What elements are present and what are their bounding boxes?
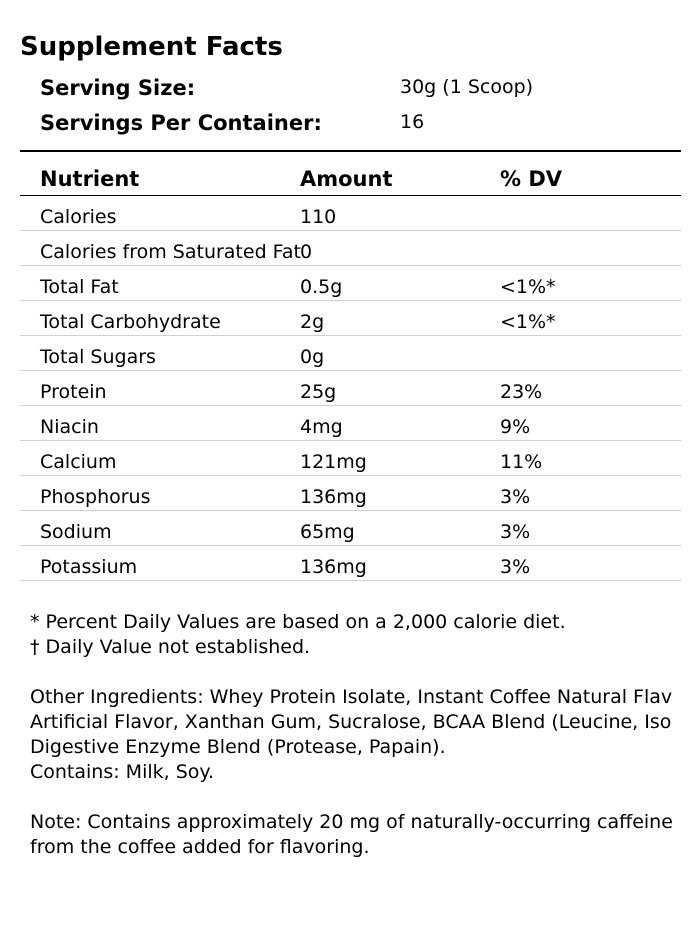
- nutrient-amount: 0: [300, 241, 313, 263]
- note-line: from the coffee added for flavoring.: [30, 836, 370, 858]
- nutrient-amount: 110: [300, 206, 337, 228]
- table-row: [20, 231, 681, 266]
- nutrient-amount: 0g: [300, 346, 325, 368]
- nutrient-amount: 136mg: [300, 556, 367, 578]
- nutrient-name: Calcium: [40, 451, 117, 473]
- nutrient-table: [20, 152, 681, 581]
- table-header: [20, 152, 681, 196]
- ingredients-line: Digestive Enzyme Blend (Protease, Papain).: [30, 736, 446, 758]
- nutrient-dv: 3%: [500, 486, 531, 508]
- contains-allergens: Contains: Milk, Soy.: [30, 761, 214, 783]
- note-line: Note: Contains approximately 20 mg of naturally-occurring caffeine: [30, 811, 673, 833]
- ingredients-line: Other Ingredients: Whey Protein Isolate, Instant Coffee Natural Flav: [30, 686, 673, 708]
- nutrient-dv: 23%: [500, 381, 543, 403]
- nutrient-dv: 3%: [500, 521, 531, 543]
- nutrient-amount: 25g: [300, 381, 337, 403]
- table-row: [20, 406, 681, 441]
- nutrient-name: Calories from Saturated Fat: [40, 241, 301, 263]
- nutrient-name: Niacin: [40, 416, 99, 438]
- nutrient-dv: <1%*: [500, 276, 556, 298]
- nutrient-amount: 4mg: [300, 416, 343, 438]
- header-amount: Amount: [300, 167, 393, 191]
- table-row: [20, 301, 681, 336]
- table-row: [20, 511, 681, 546]
- dagger-footnote: † Daily Value not established.: [30, 636, 311, 658]
- nutrient-amount: 136mg: [300, 486, 367, 508]
- nutrient-amount: 0.5g: [300, 276, 343, 298]
- servings-per-container-label: Servings Per Container:: [40, 111, 322, 135]
- nutrient-name: Calories: [40, 206, 117, 228]
- table-row: [20, 441, 681, 476]
- nutrient-name: Potassium: [40, 556, 138, 578]
- table-row: [20, 196, 681, 231]
- nutrient-name: Phosphorus: [40, 486, 151, 508]
- header-nutrient: Nutrient: [40, 167, 140, 191]
- nutrient-dv: 3%: [500, 556, 531, 578]
- nutrient-dv: <1%*: [500, 311, 556, 333]
- ingredients-line: Artificial Flavor, Xanthan Gum, Sucralose, BCAA Blend (Leucine, Iso: [30, 711, 672, 733]
- nutrient-name: Protein: [40, 381, 107, 403]
- footnotes: [30, 610, 700, 860]
- table-row: [20, 371, 681, 406]
- nutrient-amount: 2g: [300, 311, 325, 333]
- nutrient-name: Total Carbohydrate: [40, 311, 221, 333]
- serving-size-row: [20, 66, 681, 101]
- supplement-facts-panel: [20, 28, 681, 578]
- table-row: [20, 546, 681, 581]
- nutrient-name: Sodium: [40, 521, 112, 543]
- table-row: [20, 336, 681, 371]
- servings-per-container-value: 16: [400, 111, 425, 133]
- nutrient-dv: 9%: [500, 416, 531, 438]
- panel-title: Supplement Facts: [20, 32, 283, 62]
- spacer: [30, 785, 700, 810]
- servings-per-container-row: [20, 101, 681, 136]
- serving-size-value: 30g (1 Scoop): [400, 76, 534, 98]
- header-dv: % DV: [500, 167, 563, 191]
- nutrient-amount: 121mg: [300, 451, 367, 473]
- nutrient-name: Total Sugars: [40, 346, 156, 368]
- nutrient-amount: 65mg: [300, 521, 355, 543]
- nutrient-dv: 11%: [500, 451, 543, 473]
- table-row: [20, 266, 681, 301]
- table-row: [20, 476, 681, 511]
- spacer: [30, 660, 700, 685]
- nutrient-name: Total Fat: [40, 276, 119, 298]
- serving-size-label: Serving Size:: [40, 76, 196, 100]
- percent-dv-footnote: * Percent Daily Values are based on a 2,000 calorie diet.: [30, 611, 566, 633]
